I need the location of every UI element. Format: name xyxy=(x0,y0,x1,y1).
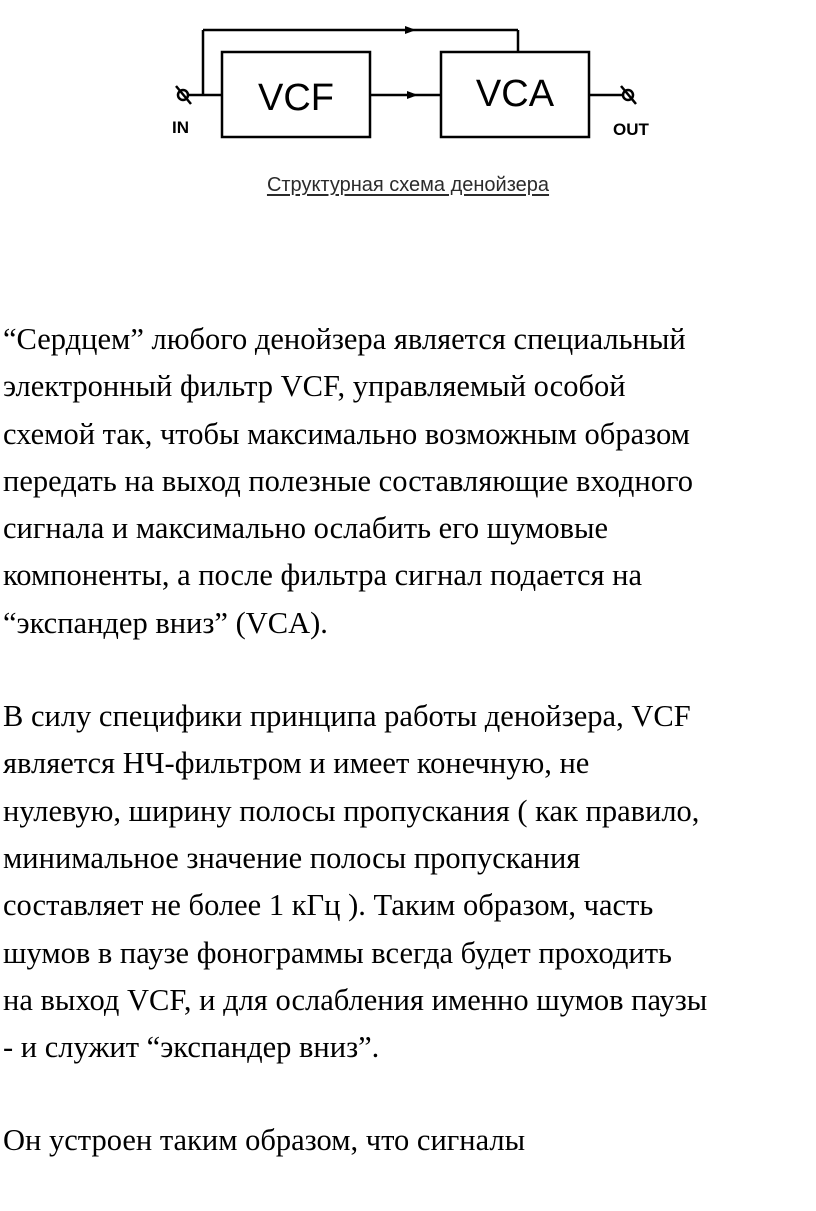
text-line: минимальное значение полосы пропускания xyxy=(3,840,581,875)
input-label: IN xyxy=(172,118,189,137)
text-line: - и служит “экспандер вниз”. xyxy=(3,1030,380,1065)
vcf-label: VCF xyxy=(258,77,334,119)
diagram-caption xyxy=(0,174,816,197)
text-line: электронный фильтр VCF, управляемый особой xyxy=(3,369,626,404)
text-line: схемой так, чтобы максимально возможным образом xyxy=(3,416,690,451)
output-label: OUT xyxy=(613,120,649,139)
text-line: “Сердцем” любого денойзера является специальный xyxy=(3,322,686,356)
paragraph xyxy=(3,1117,815,1164)
text-line: компоненты, а после фильтра сигнал подается на xyxy=(3,558,643,593)
text-line: является НЧ-фильтром и имеет конечную, не xyxy=(3,746,590,781)
vca-label: VCA xyxy=(475,73,555,115)
paragraph xyxy=(3,316,815,647)
arrow-right-icon xyxy=(405,26,416,34)
text-line: на выход VCF, и для ослабления именно шумов паузы xyxy=(3,982,708,1017)
text-line: сигнала и максимально ослабить его шумовые xyxy=(3,511,609,546)
text-line: В силу специфики принципа работы денойзера, VCF xyxy=(3,699,691,734)
text-line: “экспандер вниз” (VCA). xyxy=(3,605,328,640)
body-text xyxy=(3,316,815,1211)
paragraph xyxy=(3,693,815,1071)
arrow-right-icon xyxy=(407,91,418,99)
text-line: Он устроен таким образом, что сигналы xyxy=(3,1123,526,1158)
text-line: передать на выход полезные составляющие входного xyxy=(3,463,693,498)
diagram-caption-text: Структурная схема денойзера xyxy=(266,174,550,196)
text-line: нулевую, ширину полосы пропускания ( как правило, xyxy=(3,793,700,828)
text-line: шумов в паузе фонограммы всегда будет проходить xyxy=(3,935,672,970)
text-line: составляет не более 1 кГц ). Таким образом, часть xyxy=(3,888,654,923)
